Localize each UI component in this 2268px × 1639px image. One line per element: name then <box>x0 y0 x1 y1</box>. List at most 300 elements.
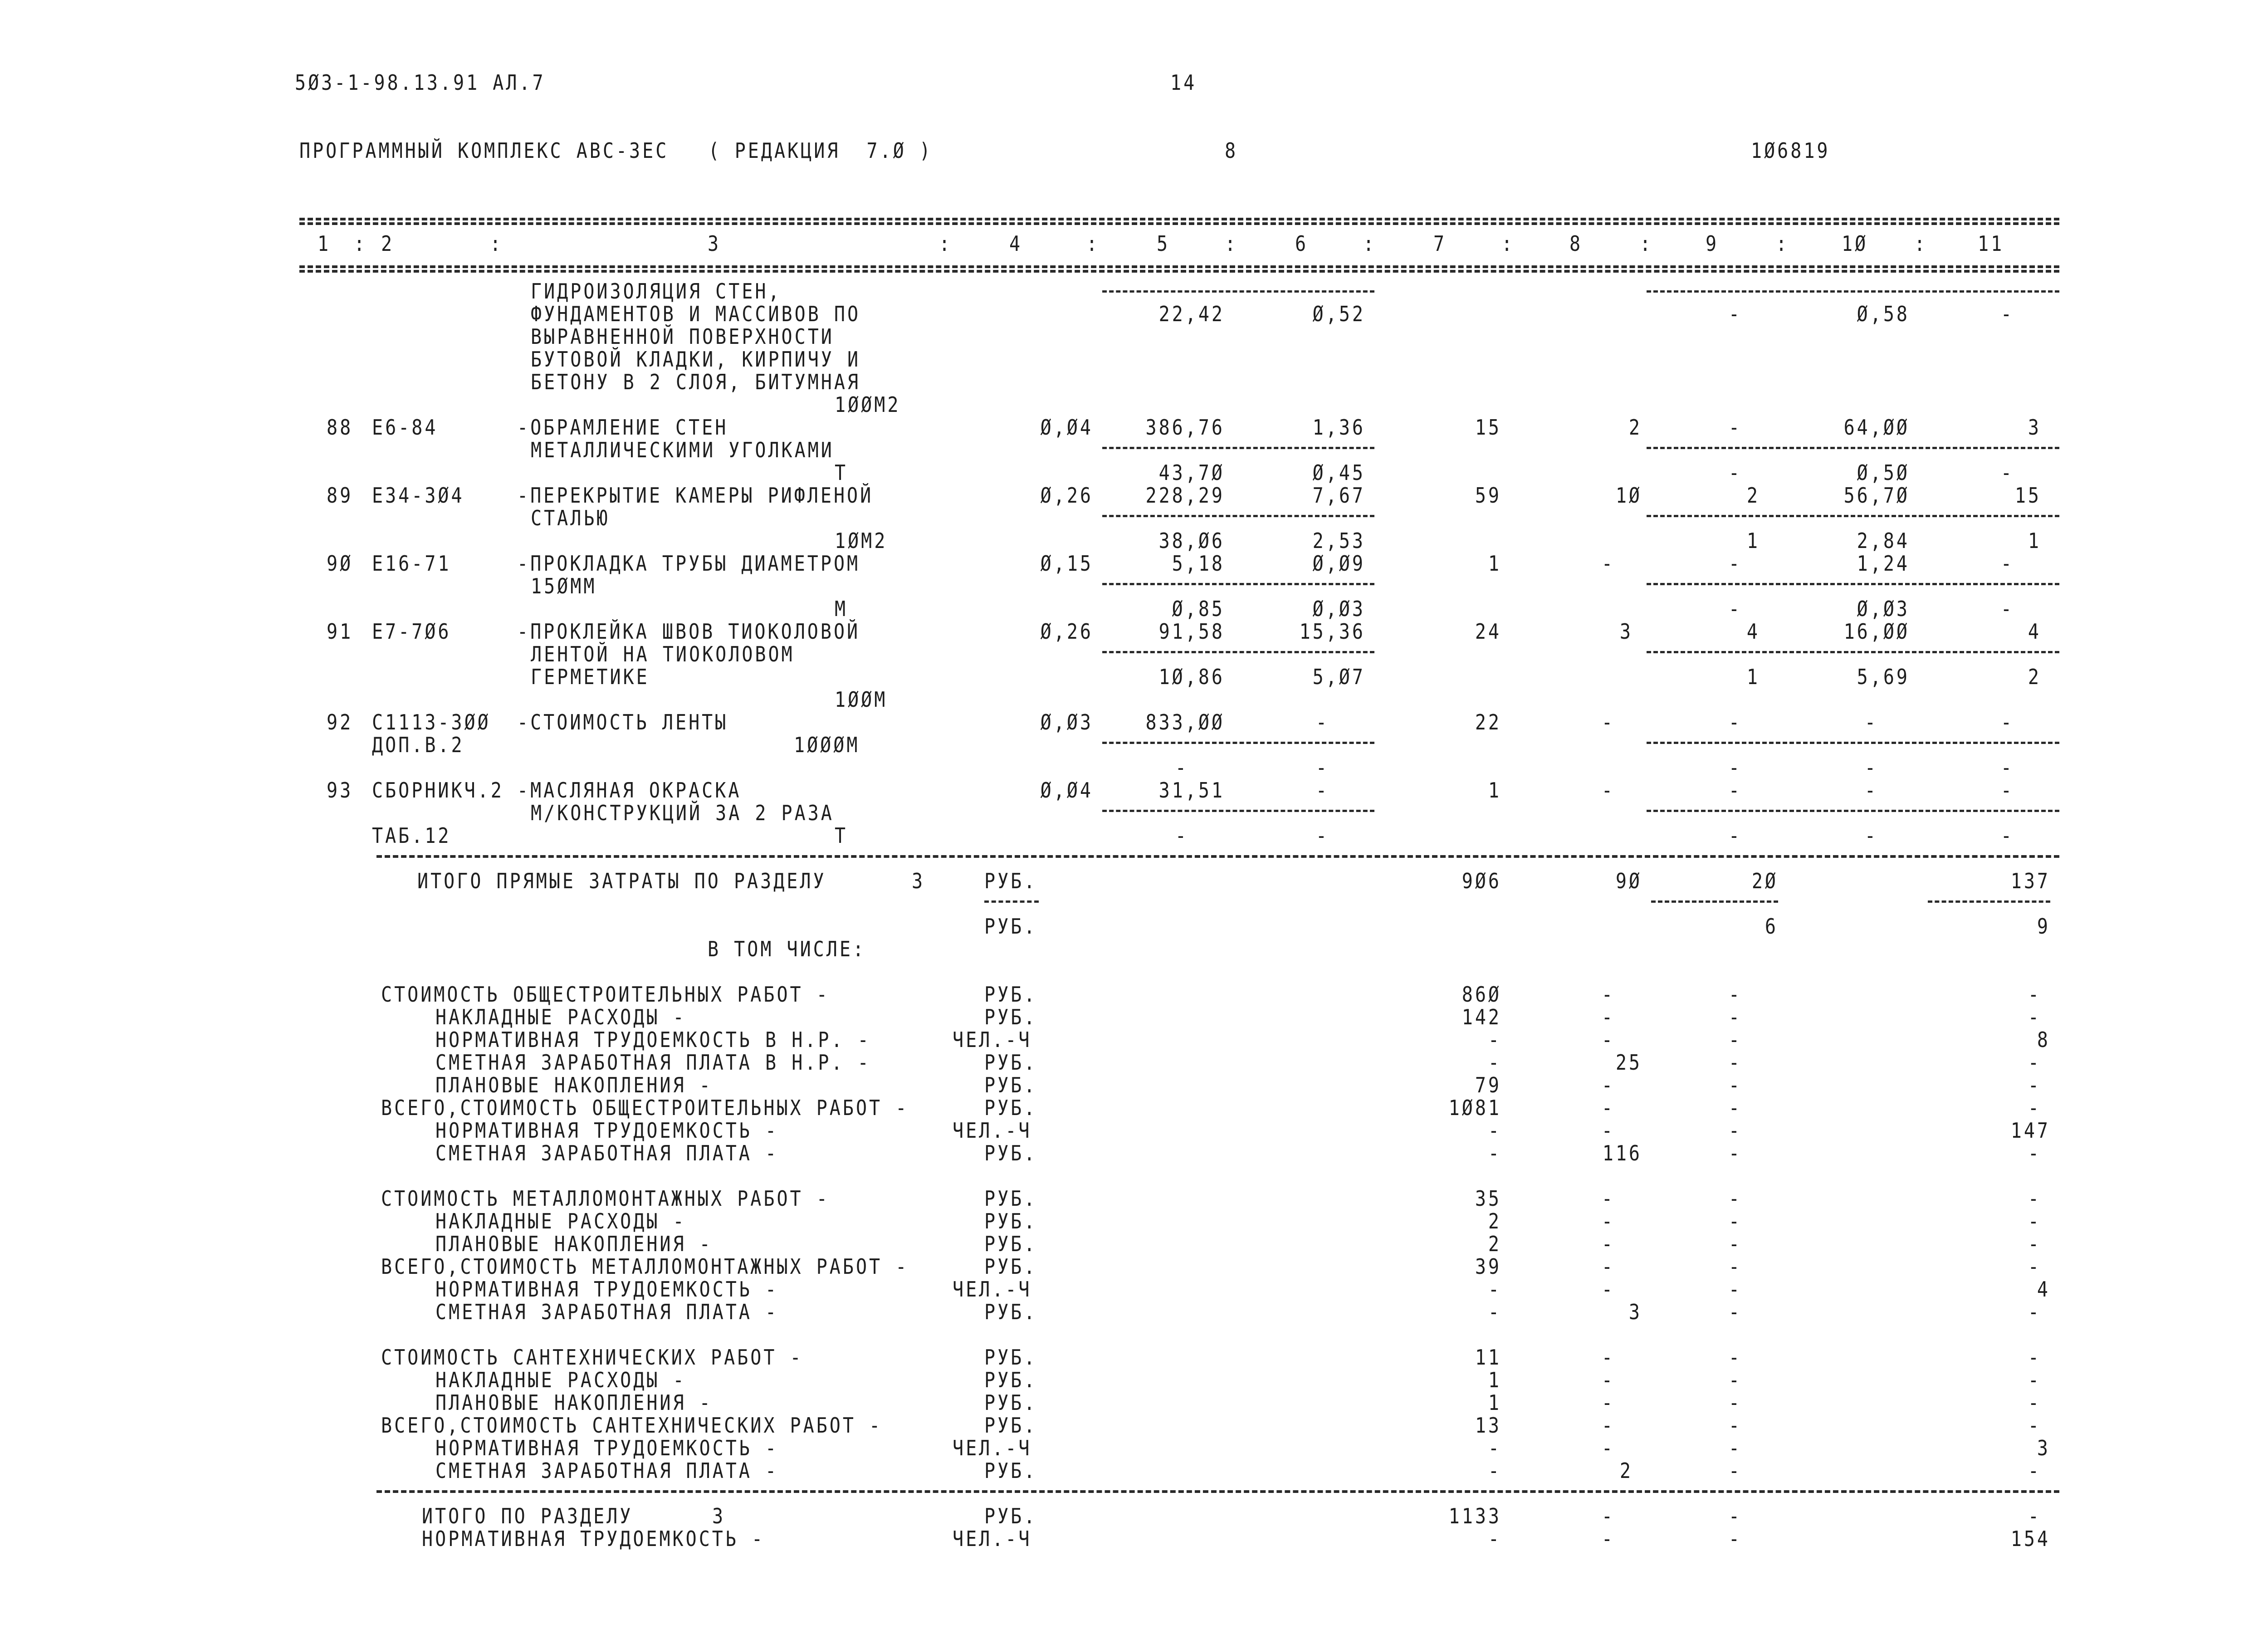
value-c11: 3 <box>2037 1436 2050 1461</box>
row-c11: 15 <box>2014 484 2041 508</box>
value-c7: 13 <box>1475 1414 1501 1438</box>
value-c11: 137 <box>2010 869 2050 894</box>
cost-label: ПЛАНОВЫЕ НАКОПЛЕНИЯ - <box>435 1232 713 1257</box>
col-sep: : <box>1225 232 1238 256</box>
row-c11-sub: - <box>2000 824 2014 848</box>
row-number: 88 <box>327 416 353 440</box>
row-code: Е7-7Ø6 <box>372 620 451 644</box>
row-c9-sub: - <box>1728 824 1742 848</box>
row-c4: Ø,26 <box>1040 620 1093 644</box>
unit: РУБ. <box>984 1051 1037 1075</box>
value-c11: - <box>2028 1141 2041 1166</box>
cost-label: СТОИМОСТЬ МЕТАЛЛОМОНТАЖНЫХ РАБОТ - <box>381 1187 830 1211</box>
col-11: 11 <box>1978 232 2004 256</box>
row-c5-sub: 43,7Ø <box>1158 461 1225 485</box>
row-c10: 64,ØØ <box>1843 416 1910 440</box>
row-c11-sub: - <box>2000 756 2014 780</box>
cost-label: СТОИМОСТЬ САНТЕХНИЧЕСКИХ РАБОТ - <box>381 1345 803 1370</box>
col-sep: : <box>1914 232 1928 256</box>
value-c11: - <box>2028 1459 2041 1483</box>
row-c4: Ø,Ø3 <box>1040 710 1093 735</box>
value-c7: - <box>1488 1119 1501 1143</box>
value-c9: - <box>1728 1527 1742 1551</box>
row-number: 91 <box>327 620 353 644</box>
value-c7: 39 <box>1475 1255 1501 1279</box>
value-c11: - <box>2028 1232 2041 1257</box>
row-code: Е16-71 <box>372 552 451 576</box>
row-c8: - <box>1601 552 1615 576</box>
row-c9: 4 <box>1746 620 1760 644</box>
row-desc-line: -СТОИМОСТЬ ЛЕНТЫ <box>517 710 728 735</box>
value-c9: - <box>1728 1277 1742 1302</box>
value-c9: - <box>1728 1005 1742 1030</box>
row-c4: Ø,26 <box>1040 484 1093 508</box>
row-number: 9Ø <box>327 552 353 576</box>
sheet-number: 8 <box>1225 139 1238 163</box>
value-c9: - <box>1728 1073 1742 1098</box>
value-c9: - <box>1728 1141 1742 1166</box>
value-c9: - <box>1728 983 1742 1007</box>
row-unit: М <box>835 597 848 621</box>
row-c4: Ø,Ø4 <box>1040 778 1093 803</box>
row-desc-line: -МАСЛЯНАЯ ОКРАСКА <box>517 778 742 803</box>
value-c9: - <box>1728 1028 1742 1052</box>
value-c9: - <box>1728 1300 1742 1325</box>
row-c8: - <box>1601 710 1615 735</box>
row-c6-sub: 2,53 <box>1312 529 1365 553</box>
col-1: 1 <box>318 232 331 256</box>
value-divider <box>1647 583 2059 585</box>
unit: РУБ. <box>984 983 1037 1007</box>
row-code-extra: ТАБ.12 <box>372 824 451 848</box>
value-c7: 2 <box>1488 1232 1501 1257</box>
unit: ЧЕЛ.-Ч <box>953 1436 1032 1461</box>
doc-code: 5Ø3-1-98.13.91 АЛ.7 <box>295 71 546 95</box>
value-c7: - <box>1488 1028 1501 1052</box>
col-5: 5 <box>1157 232 1170 256</box>
row-desc-line: ФУНДАМЕНТОВ И МАССИВОВ ПО <box>531 302 861 327</box>
row-c7: 24 <box>1475 620 1501 644</box>
value-divider <box>1647 290 2059 293</box>
value-c8: - <box>1601 1073 1615 1098</box>
row-c9-sub: 1 <box>1746 529 1760 553</box>
value-divider <box>1102 515 1374 517</box>
row-c11-sub: - <box>2000 597 2014 621</box>
value-c8: - <box>1601 1209 1615 1234</box>
unit: РУБ. <box>984 869 1037 894</box>
row-unit: 1ØØМ2 <box>835 393 901 417</box>
value-c9: - <box>1728 1436 1742 1461</box>
value-c7: 142 <box>1461 1005 1501 1030</box>
value-c8: - <box>1601 1345 1615 1370</box>
row-c8: 1Ø <box>1615 484 1642 508</box>
row-c6: 1,36 <box>1312 416 1365 440</box>
value-c9: - <box>1728 1414 1742 1438</box>
row-c11: - <box>2000 552 2014 576</box>
value-c7: 1Ø81 <box>1448 1096 1501 1120</box>
row-c10-sub: - <box>1864 824 1878 848</box>
cost-label: НОРМАТИВНАЯ ТРУДОЕМКОСТЬ В Н.Р. - <box>435 1028 871 1052</box>
unit: РУБ. <box>984 1209 1037 1234</box>
value-c7: 11 <box>1475 1345 1501 1370</box>
row-c11-sub: 1 <box>2028 529 2041 553</box>
value-divider <box>1647 742 2059 744</box>
value-c8: - <box>1601 1096 1615 1120</box>
value-c7: 2 <box>1488 1209 1501 1234</box>
value-c7: - <box>1488 1277 1501 1302</box>
value-c8: - <box>1601 1391 1615 1415</box>
value-c9: - <box>1728 1504 1742 1529</box>
value-c9: - <box>1728 1187 1742 1211</box>
cost-label: ВСЕГО,СТОИМОСТЬ САНТЕХНИЧЕСКИХ РАБОТ - <box>381 1414 883 1438</box>
value-divider <box>1102 583 1374 585</box>
row-desc-line: МЕТАЛЛИЧЕСКИМИ УГОЛКАМИ <box>531 438 834 463</box>
header-rule-bottom <box>299 265 2059 268</box>
value-c7: - <box>1488 1051 1501 1075</box>
value-c7: 1 <box>1488 1368 1501 1393</box>
col-6: 6 <box>1295 232 1309 256</box>
col-sep: : <box>939 232 953 256</box>
row-c9: 2 <box>1746 484 1760 508</box>
row-c10-sub: Ø,5Ø <box>1857 461 1910 485</box>
row-c7: 15 <box>1475 416 1501 440</box>
cost-label: СМЕТНАЯ ЗАРАБОТНАЯ ПЛАТА - <box>435 1459 779 1483</box>
row-unit: 1ØØØМ <box>794 733 860 758</box>
value-c9: - <box>1728 1232 1742 1257</box>
row-unit: Т <box>835 824 848 848</box>
row-c10: 56,7Ø <box>1843 484 1910 508</box>
value-c9: 2Ø <box>1751 869 1778 894</box>
unit: РУБ. <box>984 1300 1037 1325</box>
row-c6-sub: - <box>1315 824 1329 848</box>
row-c6-sub: Ø,Ø3 <box>1312 597 1365 621</box>
unit: ЧЕЛ.-Ч <box>953 1119 1032 1143</box>
unit: РУБ. <box>984 1096 1037 1120</box>
row-c8: 2 <box>1628 416 1642 440</box>
value-c7: 79 <box>1475 1073 1501 1098</box>
value-divider <box>1647 810 2059 812</box>
col-3: 3 <box>708 232 721 256</box>
value-c8: - <box>1601 1414 1615 1438</box>
row-c10: 1,24 <box>1857 552 1910 576</box>
header-rule-bottom-2 <box>299 270 2059 273</box>
row-desc-line: 15ØММ <box>531 574 597 599</box>
row-c7: 22 <box>1475 710 1501 735</box>
cost-label: НОРМАТИВНАЯ ТРУДОЕМКОСТЬ - <box>435 1277 779 1302</box>
row-unit: 1ØМ2 <box>835 529 888 553</box>
value-c8: - <box>1601 1028 1615 1052</box>
row-c9-sub: - <box>1728 597 1742 621</box>
col-8: 8 <box>1569 232 1583 256</box>
row-c10-sub: - <box>1864 756 1878 780</box>
value-c11: - <box>2028 1391 2041 1415</box>
value-c7: - <box>1488 1459 1501 1483</box>
col-2: 2 <box>381 232 395 256</box>
value-c8: 116 <box>1602 1141 1642 1166</box>
row-c6-sub: - <box>1315 756 1329 780</box>
unit: РУБ. <box>984 1414 1037 1438</box>
row-desc-line: БУТОВОЙ КЛАДКИ, КИРПИЧУ И <box>531 347 861 372</box>
col-sep: : <box>1776 232 1789 256</box>
row-c9-sub: 1 <box>1746 665 1760 690</box>
cost-label: НОРМАТИВНАЯ ТРУДОЕМКОСТЬ - <box>435 1436 779 1461</box>
unit: РУБ. <box>984 1459 1037 1483</box>
col-sep: : <box>354 232 367 256</box>
row-c10-sub: Ø,Ø3 <box>1857 597 1910 621</box>
row-c9: - <box>1728 302 1742 327</box>
value-c7: 9Ø6 <box>1461 869 1501 894</box>
section-number: 3 <box>712 1504 726 1529</box>
row-c5: 5,18 <box>1172 552 1225 576</box>
row-desc-line: -ПЕРЕКРЫТИЕ КАМЕРЫ РИФЛЕНОЙ <box>517 484 874 508</box>
row-c6: - <box>1315 710 1329 735</box>
value-c8: - <box>1601 1119 1615 1143</box>
header-rule-top-2 <box>299 222 2059 225</box>
value-c11: - <box>2028 1414 2041 1438</box>
row-code: Е6-84 <box>372 416 438 440</box>
row-c9-sub: - <box>1728 756 1742 780</box>
value-c8: - <box>1601 1527 1615 1551</box>
unit: РУБ. <box>984 1255 1037 1279</box>
value-c7: 86Ø <box>1461 983 1501 1007</box>
document-id: 1Ø6819 <box>1751 139 1830 163</box>
value-c9: - <box>1728 1051 1742 1075</box>
row-desc-line: СТАЛЬЮ <box>531 506 610 531</box>
value-c7: - <box>1488 1527 1501 1551</box>
col-sep: : <box>1501 232 1515 256</box>
row-desc-line: БЕТОНУ В 2 СЛОЯ, БИТУМНАЯ <box>531 370 861 395</box>
row-desc-line: ГЕРМЕТИКЕ <box>531 665 650 690</box>
value-c11: - <box>2028 1209 2041 1234</box>
col-sep: : <box>1086 232 1100 256</box>
value-c8: 25 <box>1615 1051 1642 1075</box>
col-10: 1Ø <box>1842 232 1868 256</box>
row-c11-sub: 2 <box>2028 665 2041 690</box>
value-c8: - <box>1601 1255 1615 1279</box>
value-c11: - <box>2028 1096 2041 1120</box>
cost-label: НАКЛАДНЫЕ РАСХОДЫ - <box>435 1005 686 1030</box>
value-divider <box>1647 447 2059 449</box>
row-c8: - <box>1601 778 1615 803</box>
value-c8: - <box>1601 1187 1615 1211</box>
value-c11: - <box>2028 1073 2041 1098</box>
unit: РУБ. <box>984 1368 1037 1393</box>
value-c8: - <box>1601 1436 1615 1461</box>
row-desc-line: М/КОНСТРУКЦИЙ ЗА 2 РАЗА <box>531 801 834 826</box>
row-c11: 3 <box>2028 416 2041 440</box>
row-c9: - <box>1728 778 1742 803</box>
totals-rule <box>376 855 2059 858</box>
row-c5-sub: Ø,85 <box>1172 597 1225 621</box>
value-divider <box>1102 290 1374 293</box>
row-c5: 22,42 <box>1158 302 1225 327</box>
row-c9: - <box>1728 710 1742 735</box>
section-number: 3 <box>912 869 925 894</box>
value-c7: 35 <box>1475 1187 1501 1211</box>
row-c6: 15,36 <box>1299 620 1365 644</box>
cost-label: НАКЛАДНЫЕ РАСХОДЫ - <box>435 1209 686 1234</box>
value-c11: - <box>2028 1051 2041 1075</box>
row-c10: - <box>1864 710 1878 735</box>
row-c7: 59 <box>1475 484 1501 508</box>
value-c9: - <box>1728 1368 1742 1393</box>
unit: РУБ. <box>984 1073 1037 1098</box>
row-desc-line: -ПРОКЛАДКА ТРУБЫ ДИАМЕТРОМ <box>517 552 860 576</box>
row-c4: Ø,15 <box>1040 552 1093 576</box>
value-c9: - <box>1728 1345 1742 1370</box>
value-c7: 1 <box>1488 1391 1501 1415</box>
row-number: 93 <box>327 778 353 803</box>
value-c11: - <box>2028 1345 2041 1370</box>
value-c11: - <box>2028 1504 2041 1529</box>
value-divider <box>1102 742 1374 744</box>
row-c9-sub: - <box>1728 461 1742 485</box>
section-total-label: ИТОГО ПО РАЗДЕЛУ <box>422 1504 633 1529</box>
labor-label: НОРМАТИВНАЯ ТРУДОЕМКОСТЬ - <box>422 1527 765 1551</box>
row-c4: Ø,Ø4 <box>1040 416 1093 440</box>
row-desc-line: ГИДРОИЗОЛЯЦИЯ СТЕН, <box>531 279 782 304</box>
row-c6-sub: 5,Ø7 <box>1312 665 1365 690</box>
row-c5: 31,51 <box>1158 778 1225 803</box>
cost-label: НАКЛАДНЫЕ РАСХОДЫ - <box>435 1368 686 1393</box>
value-c9: - <box>1728 1255 1742 1279</box>
row-c5: 386,76 <box>1145 416 1225 440</box>
unit: РУБ. <box>984 1141 1037 1166</box>
row-unit: Т <box>835 461 848 485</box>
unit: РУБ. <box>984 1232 1037 1257</box>
row-c6: Ø,52 <box>1312 302 1365 327</box>
row-c5-sub: 1Ø,86 <box>1158 665 1225 690</box>
cost-label: СМЕТНАЯ ЗАРАБОТНАЯ ПЛАТА В Н.Р. - <box>435 1051 871 1075</box>
value-c8: 9Ø <box>1615 869 1642 894</box>
value-c8: - <box>1601 1005 1615 1030</box>
value-c11: - <box>2028 1300 2041 1325</box>
cost-label: НОРМАТИВНАЯ ТРУДОЕМКОСТЬ - <box>435 1119 779 1143</box>
value-c7: - <box>1488 1300 1501 1325</box>
value-c9: - <box>1728 1096 1742 1120</box>
row-c10-sub: 2,84 <box>1857 529 1910 553</box>
row-desc-line: ЛЕНТОЙ НА ТИОКОЛОВОМ <box>531 642 795 667</box>
value-divider <box>1928 900 2050 903</box>
row-c6: Ø,Ø9 <box>1312 552 1365 576</box>
row-c11: 4 <box>2028 620 2041 644</box>
row-c8: 3 <box>1619 620 1633 644</box>
row-c5: 91,58 <box>1158 620 1225 644</box>
unit: РУБ. <box>984 1005 1037 1030</box>
row-c6-sub: Ø,45 <box>1312 461 1365 485</box>
row-c11-sub: - <box>2000 461 2014 485</box>
row-c5-sub: 38,Ø6 <box>1158 529 1225 553</box>
unit: ЧЕЛ.-Ч <box>953 1527 1032 1551</box>
unit: РУБ. <box>984 1345 1037 1370</box>
header-rule-top <box>299 218 2059 220</box>
value-c9: - <box>1728 1391 1742 1415</box>
value-c8: 3 <box>1628 1300 1642 1325</box>
value-c11: - <box>2028 1005 2041 1030</box>
row-c5-sub: - <box>1175 756 1188 780</box>
value-c11: - <box>2028 1187 2041 1211</box>
value-divider <box>1647 651 2059 653</box>
row-c9: - <box>1728 416 1742 440</box>
value-divider <box>1102 447 1374 449</box>
value-c11: - <box>2028 983 2041 1007</box>
row-c10: Ø,58 <box>1857 302 1910 327</box>
unit: РУБ. <box>984 1504 1037 1529</box>
col-sep: : <box>1640 232 1653 256</box>
unit: ЧЕЛ.-Ч <box>953 1028 1032 1052</box>
row-c6: - <box>1315 778 1329 803</box>
cost-label: ВСЕГО,СТОИМОСТЬ ОБЩЕСТРОИТЕЛЬНЫХ РАБОТ - <box>381 1096 909 1120</box>
col-7: 7 <box>1433 232 1447 256</box>
value-c8: - <box>1601 1277 1615 1302</box>
row-number: 89 <box>327 484 353 508</box>
cost-label: ПЛАНОВЫЕ НАКОПЛЕНИЯ - <box>435 1391 713 1415</box>
row-number: 92 <box>327 710 353 735</box>
row-c7: 1 <box>1488 552 1501 576</box>
value-c7: 1133 <box>1448 1504 1501 1529</box>
value-divider <box>984 900 1039 903</box>
value-c8: - <box>1601 1368 1615 1393</box>
program-title: ПРОГРАММНЫЙ КОМПЛЕКС АВС-3ЕС ( РЕДАКЦИЯ 7.Ø ) <box>299 139 933 163</box>
col-sep: : <box>490 232 503 256</box>
row-c9: - <box>1728 552 1742 576</box>
unit: РУБ. <box>984 915 1037 939</box>
value-c11-sub: 9 <box>2037 915 2050 939</box>
page-number: 14 <box>1170 71 1197 95</box>
value-c11: - <box>2028 1368 2041 1393</box>
row-c11: - <box>2000 302 2014 327</box>
value-c9-sub: 6 <box>1765 915 1778 939</box>
row-c11: - <box>2000 778 2014 803</box>
col-9: 9 <box>1706 232 1719 256</box>
row-c10: 16,ØØ <box>1843 620 1910 644</box>
row-desc-line: ВЫРАВНЕННОЙ ПОВЕРХНОСТИ <box>531 325 834 349</box>
row-desc-line: -ПРОКЛЕЙКА ШВОВ ТИОКОЛОВОЙ <box>517 620 860 644</box>
row-c5: 228,29 <box>1145 484 1225 508</box>
row-code: С1113-3ØØ <box>372 710 491 735</box>
value-divider <box>1102 651 1374 653</box>
row-code: Е34-3Ø4 <box>372 484 464 508</box>
row-c5: 833,ØØ <box>1145 710 1225 735</box>
row-unit: 1ØØМ <box>835 688 888 712</box>
value-c9: - <box>1728 1119 1742 1143</box>
col-sep: : <box>1363 232 1377 256</box>
row-c10-sub: 5,69 <box>1857 665 1910 690</box>
row-c7: 1 <box>1488 778 1501 803</box>
direct-costs-label: ИТОГО ПРЯМЫЕ ЗАТРАТЫ ПО РАЗДЕЛУ <box>417 869 826 894</box>
value-c7: - <box>1488 1141 1501 1166</box>
section-total-rule <box>376 1490 2059 1493</box>
cost-label: ПЛАНОВЫЕ НАКОПЛЕНИЯ - <box>435 1073 713 1098</box>
row-code: СБОРНИКЧ.2 <box>372 778 504 803</box>
value-divider <box>1647 515 2059 517</box>
row-c10: - <box>1864 778 1878 803</box>
col-4: 4 <box>1009 232 1023 256</box>
value-c11: - <box>2028 1255 2041 1279</box>
value-c7: - <box>1488 1436 1501 1461</box>
value-c8: - <box>1601 1232 1615 1257</box>
value-divider <box>1651 900 1778 903</box>
cost-label: СМЕТНАЯ ЗАРАБОТНАЯ ПЛАТА - <box>435 1141 779 1166</box>
value-c8: - <box>1601 983 1615 1007</box>
value-c8: 2 <box>1619 1459 1633 1483</box>
cost-label: ВСЕГО,СТОИМОСТЬ МЕТАЛЛОМОНТАЖНЫХ РАБОТ - <box>381 1255 909 1279</box>
cost-label: СМЕТНАЯ ЗАРАБОТНАЯ ПЛАТА - <box>435 1300 779 1325</box>
value-c9: - <box>1728 1209 1742 1234</box>
row-c11: - <box>2000 710 2014 735</box>
value-divider <box>1102 810 1374 812</box>
including-label: В ТОМ ЧИСЛЕ: <box>708 937 866 962</box>
